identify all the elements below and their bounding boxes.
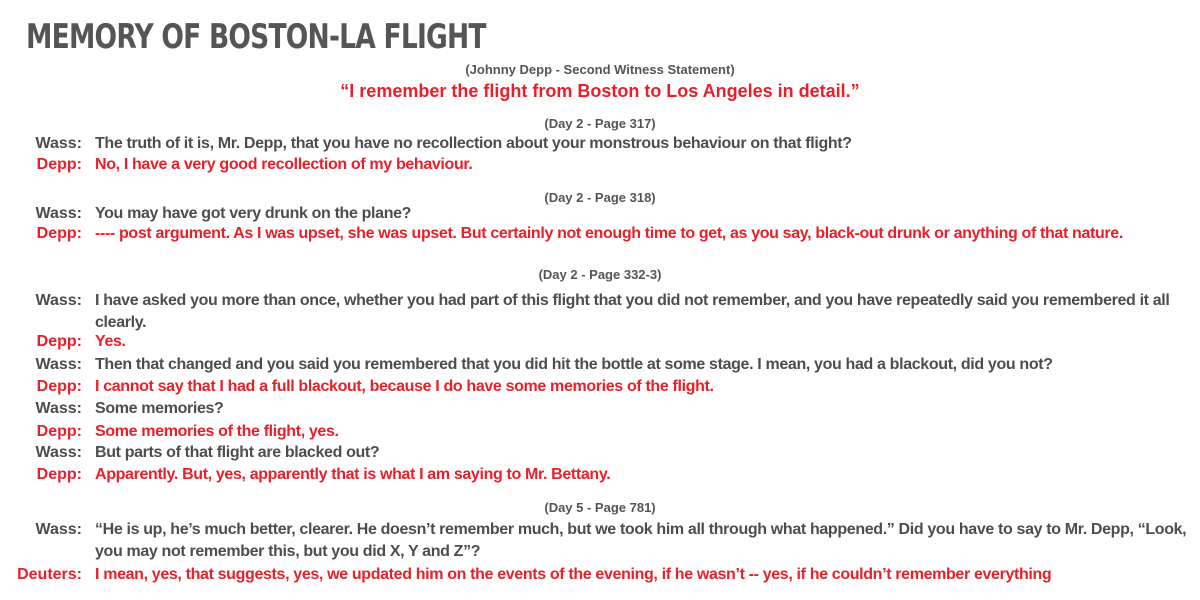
speech-text: I have asked you more than once, whether you had part of this flight that you did not remember, and you have repeatedly said you remembered it all clearly. (95, 292, 1170, 331)
speaker-label: Depp: (36, 378, 82, 395)
speaker-label: Depp: (36, 423, 82, 440)
speaker-label: Wass: (35, 521, 82, 538)
source-subtitle: (Johnny Depp - Second Witness Statement) (465, 62, 735, 77)
witness-quote: “I remember the flight from Boston to Los Angeles in detail.” (340, 81, 860, 101)
speech-text: I cannot say that I had a full blackout, because I do have some memories of the flight. (95, 378, 714, 395)
speaker-label: Wass: (35, 356, 82, 373)
section-reference: (Day 2 - Page 318) (544, 190, 656, 205)
speaker-label: Depp: (36, 225, 82, 242)
speech-text: You may have got very drunk on the plane? (95, 205, 412, 222)
speech-text: Yes. (95, 333, 126, 350)
speaker-label: Wass: (35, 205, 82, 222)
speech-text: Some memories of the flight, yes. (95, 423, 339, 440)
section-reference: (Day 5 - Page 781) (544, 500, 656, 515)
page-title: MEMORY OF BOSTON-LA FLIGHT (26, 17, 486, 57)
section-reference: (Day 2 - Page 317) (544, 116, 656, 131)
speech-text: I mean, yes, that suggests, yes, we updated him on the events of the evening, if he wasn’t -- yes, if he couldn’t remember everything (95, 566, 1052, 583)
speaker-label: Wass: (35, 400, 82, 417)
speaker-label: Depp: (36, 333, 82, 350)
speech-text: But parts of that flight are blacked out? (95, 444, 380, 461)
speech-text: Apparently. But, yes, apparently that is what I am saying to Mr. Bettany. (95, 466, 611, 483)
speaker-label: Deuters: (17, 566, 82, 583)
speaker-label: Depp: (36, 156, 82, 173)
speech-text: Some memories? (95, 400, 224, 417)
speech-text: Then that changed and you said you remembered that you did hit the bottle at some stage. I mean, you had a blackout, did you not? (95, 356, 1053, 373)
speech-text: No, I have a very good recollection of my behaviour. (95, 156, 473, 173)
speech-text: The truth of it is, Mr. Depp, that you have no recollection about your monstrous behaviour on that flight? (95, 135, 852, 152)
speaker-label: Wass: (35, 444, 82, 461)
speech-text: ---- post argument. As I was upset, she was upset. But certainly not enough time to get, as you say, black-out drunk or anything of that nature. (95, 225, 1123, 242)
speaker-label: Depp: (36, 466, 82, 483)
speaker-label: Wass: (35, 292, 82, 309)
speech-text: “He is up, he’s much better, clearer. He doesn’t remember much, but we took him all through what happened.” Did you have to say to Mr. Depp, “Look, you may not remember this, but you did X, Y and Z”? (95, 521, 1187, 560)
speaker-label: Wass: (35, 135, 82, 152)
section-reference: (Day 2 - Page 332-3) (538, 267, 662, 282)
